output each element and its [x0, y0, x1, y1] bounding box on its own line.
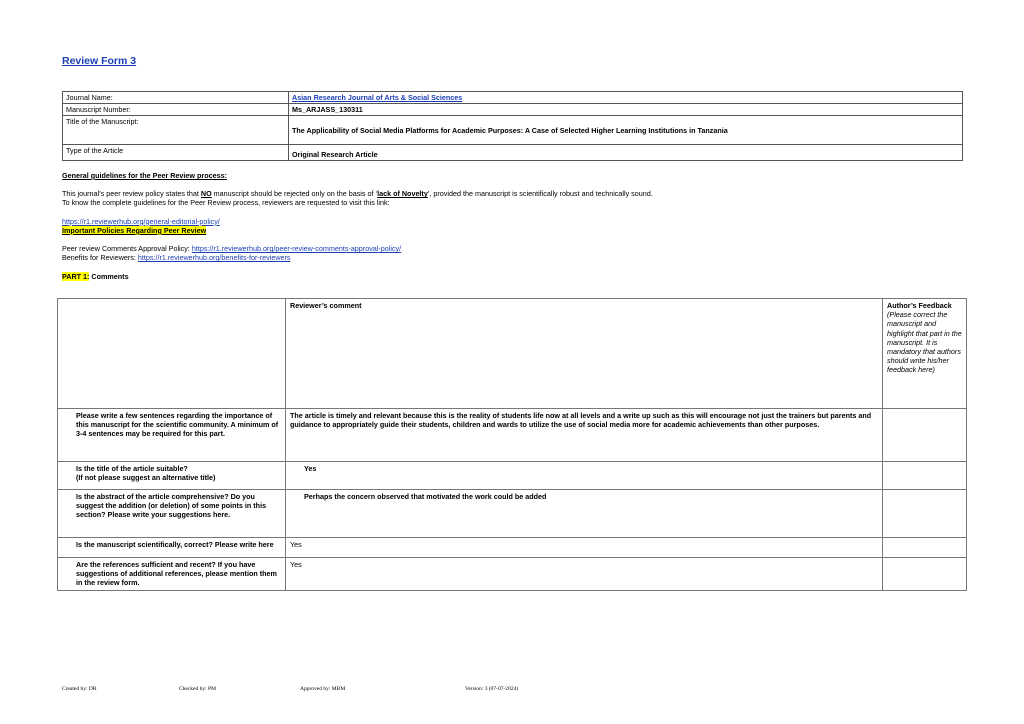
benefits-link[interactable]: https://r1.reviewerhub.org/benefits-for-reviewers [137, 253, 291, 263]
approval-policy-link[interactable]: https://r1.reviewerhub.org/peer-review-comments-approval-policy/ [191, 244, 402, 254]
comment-cell[interactable]: Yes [286, 558, 883, 591]
question-cell: Is the title of the article suitable? (If not please suggest an alternative title) [58, 462, 286, 490]
feedback-cell[interactable] [883, 409, 967, 462]
article-type: Original Research Article [289, 145, 963, 161]
question-cell: Please write a few sentences regarding the importance of this manuscript for the scientific community. A minimum of 3-4 sentences may be required for this part. [58, 409, 286, 462]
comment-cell[interactable]: Yes [286, 462, 883, 490]
manuscript-info-table [62, 91, 963, 161]
table-row [58, 409, 967, 462]
type-label: Type of the Article [63, 145, 289, 161]
question-cell: Is the manuscript scientifically, correct? Please write here [58, 538, 286, 558]
approved-by: Approved by: MBM [300, 686, 346, 692]
manuscript-title: The Applicability of Social Media Platforms for Academic Purposes: A Case of Selected Higher Learning Institutions in Tanzania [289, 116, 963, 145]
feedback-cell[interactable] [883, 538, 967, 558]
feedback-cell[interactable] [883, 462, 967, 490]
feedback-cell[interactable] [883, 490, 967, 538]
part1-heading: PART 1: Comments [62, 272, 129, 282]
checked-by: Checked by: PM [179, 686, 216, 692]
form-title: Review Form 3 [62, 55, 137, 67]
journal-link[interactable]: Asian Research Journal of Arts & Social Sciences [292, 93, 463, 102]
comments-header-row [58, 299, 967, 409]
manuscript-number-row [63, 104, 963, 116]
reviewer-comment-header: Reviewer’s comment [286, 299, 883, 409]
approval-policy-label: Peer review Comments Approval Policy: [62, 244, 192, 254]
editorial-policy-link[interactable]: https://r1.reviewerhub.org/general-editorial-policy/ [62, 216, 220, 226]
policy-statement: This journal’s peer review policy states that NO manuscript should be rejected only on the basis of ‘lack of Novelty’, provided the manuscript is scientifically robust and technically sound. [62, 189, 653, 199]
guidelines-heading: General guidelines for the Peer Review process: [62, 171, 227, 180]
table-row [58, 558, 967, 591]
article-type-row [63, 145, 963, 161]
guidelines-instruction: To know the complete guidelines for the Peer Review process, reviewers are requested to visit this link: [62, 198, 390, 208]
created-by: Created by: DR [62, 686, 97, 692]
table-row [58, 490, 967, 538]
comment-cell[interactable]: Yes [286, 538, 883, 558]
feedback-cell[interactable] [883, 558, 967, 591]
journal-row [63, 92, 963, 104]
manuscript-title-row [63, 116, 963, 145]
header-empty-cell [58, 299, 286, 409]
question-cell: Is the abstract of the article comprehensive? Do you suggest the addition (or deletion) of some points in this section? Please write your suggestions here. [58, 490, 286, 538]
comment-cell[interactable]: The article is timely and relevant because this is the reality of students life now at all levels and a write up such as this will encourage not just the trainers but parents and guidance to appropriately guide their students, children and wards to utilize the use of social media more for academic achievements than other purposes. [286, 409, 883, 462]
table-row [58, 462, 967, 490]
author-feedback-header: Author’s Feedback (Please correct the manuscript and highlight that part in the manuscript. It is mandatory that authors should write his/her feedback here) [883, 299, 967, 409]
journal-label: Journal Name: [63, 92, 289, 104]
comment-cell[interactable]: Perhaps the concern observed that motivated the work could be added [286, 490, 883, 538]
guidelines-section [62, 171, 962, 282]
version: Version: 3 (07-07-2024) [465, 686, 519, 692]
manuscript-label: Manuscript Number: [63, 104, 289, 116]
important-policies-heading: Important Policies Regarding Peer Review [62, 225, 207, 235]
comments-table [57, 298, 967, 591]
benefits-label: Benefits for Reviewers: [62, 253, 138, 263]
title-label: Title of the Manuscript: [63, 116, 289, 145]
table-row [58, 538, 967, 558]
manuscript-number: Ms_ARJASS_130311 [289, 104, 963, 116]
question-cell: Are the references sufficient and recent? If you have suggestions of additional references, please mention them in the review form. [58, 558, 286, 591]
